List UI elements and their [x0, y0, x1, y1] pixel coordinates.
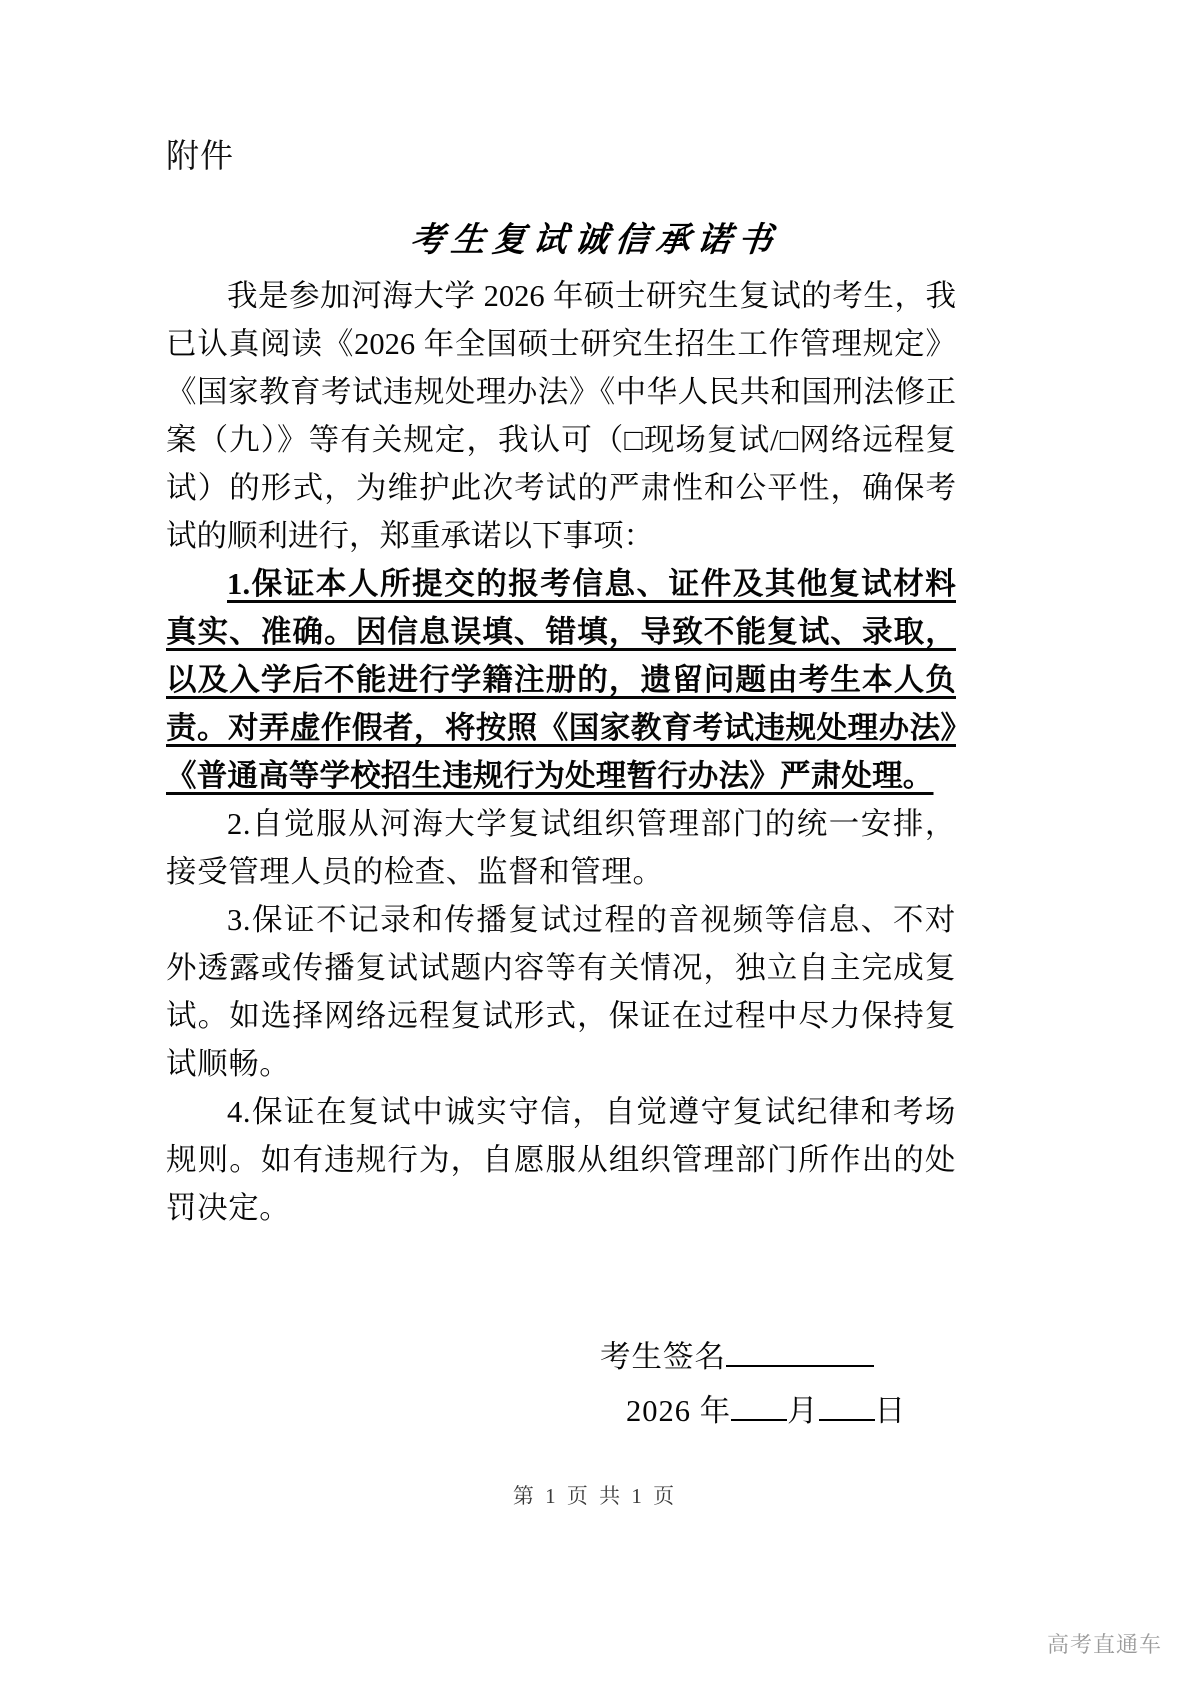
- paragraph-intro: 我是参加河海大学 2026 年硕士研究生复试的考生，我已认真阅读《2026 年全国硕士研究生招生工作管理规定》《国家教育考试违规处理办法》《中华人民共和国刑法修正案（九）》等有关规定，我认可（□现场复试/□网络远程复试）的形式，为维护此次考试的严肃性和公平性，确保考试的顺利进行，郑重承诺以下事项：: [166, 279, 956, 553]
- signature-day-blank[interactable]: [819, 1419, 875, 1421]
- paragraph-item-4: 4.保证在复试中诚实守信，自觉遵守复试纪律和考场规则。如有违规行为，自愿服从组织管理部门所作出的处罚决定。: [166, 1095, 956, 1225]
- signature-block: [600, 1330, 1000, 1438]
- page-title: 考生复试诚信承诺书: [408, 220, 782, 260]
- signature-year-unit: 年: [699, 1394, 732, 1428]
- signature-name-row: [600, 1330, 1000, 1384]
- signature-name-blank[interactable]: [726, 1365, 874, 1367]
- page-footer: 第 1 页 共 1 页: [512, 1484, 678, 1508]
- signature-name-label: 考生签名: [600, 1340, 726, 1374]
- signature-month-unit: 月: [787, 1394, 819, 1428]
- signature-day-unit: 日: [874, 1394, 907, 1428]
- paragraph-item-1: 1.保证本人所提交的报考信息、证件及其他复试材料真实、准确。因信息误填、错填，导致不能复试、录取，以及入学后不能进行学籍注册的，遗留问题由考生本人负责。对弄虚作假者，将按照《国家教育考试违规处理办法》《普通高等学校招生违规行为处理暂行办法》严肃处理。: [166, 567, 956, 793]
- attachment-label: 附件: [166, 137, 234, 174]
- watermark: 高考直通车: [1046, 1632, 1162, 1657]
- signature-month-blank[interactable]: [731, 1419, 787, 1421]
- document-body: [166, 272, 956, 1232]
- signature-date-row: [600, 1384, 1000, 1438]
- paragraph-item-3: 3.保证不记录和传播复试过程的音视频等信息、不对外透露或传播复试试题内容等有关情况，独立自主完成复试。如选择网络远程复试形式，保证在过程中尽力保持复试顺畅。: [166, 903, 956, 1081]
- paragraph-item-2: 2.自觉服从河海大学复试组织管理部门的统一安排，接受管理人员的检查、监督和管理。: [166, 807, 956, 889]
- signature-year: 2026: [626, 1394, 691, 1428]
